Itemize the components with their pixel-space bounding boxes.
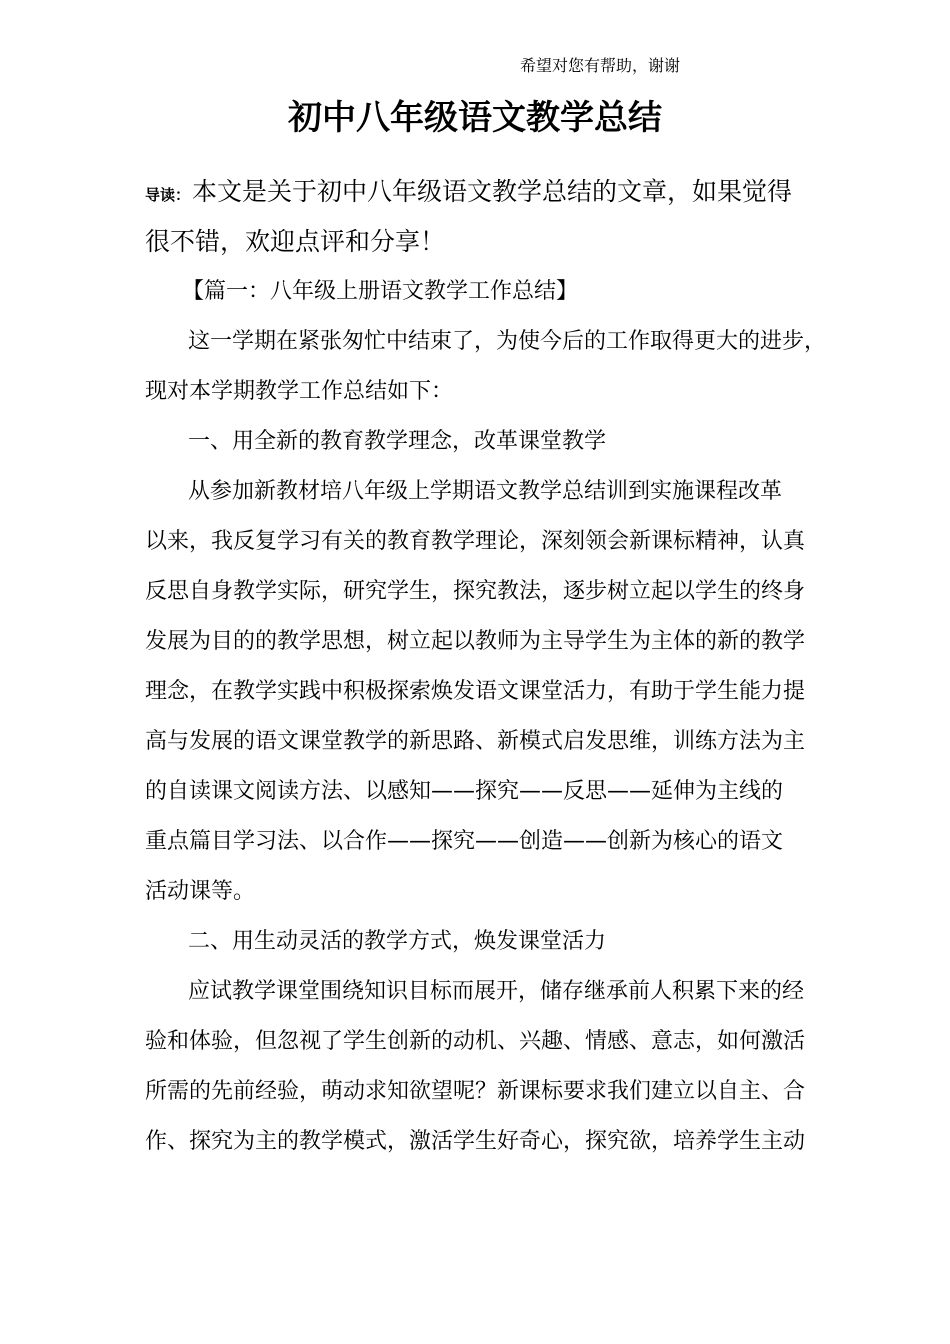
intro-text-1: 本文是关于初中八年级语文教学总结的文章，如果觉得 (192, 177, 793, 206)
section-heading: 【篇一：八年级上册语文教学工作总结】 (182, 279, 579, 304)
intro-line-1 (145, 176, 792, 211)
body-line: 高与发展的语文课堂教学的新思路、新模式启发思维，训练方法为主 (145, 729, 806, 754)
body-line: 从参加新教材培八年级上学期语文教学总结训到实施课程改革 (188, 479, 783, 504)
body-line: 重点篇目学习法、以合作——探究——创造——创新为核心的语文 (145, 829, 784, 854)
header-note: 希望对您有帮助，谢谢 (520, 56, 681, 75)
intro-label: 导读： (145, 186, 191, 204)
body-line: 的自读课文阅读方法、以感知——探究——反思——延伸为主线的 (145, 779, 784, 804)
body-line: 反思自身教学实际，研究学生，探究教法，逐步树立起以学生的终身 (145, 579, 806, 604)
body-line: 活动课等。 (145, 879, 256, 904)
body-line: 所需的先前经验，萌动求知欲望呢？新课标要求我们建立以自主、合 (145, 1079, 806, 1104)
subheading: 一、用全新的教育教学理念，改革课堂教学 (188, 429, 607, 454)
page-title: 初中八年级语文教学总结 (288, 98, 662, 138)
subheading: 二、用生动灵活的教学方式，焕发课堂活力 (188, 929, 607, 954)
body-line: 这一学期在紧张匆忙中结束了，为使今后的工作取得更大的进步， (188, 329, 827, 354)
body-line: 作、探究为主的教学模式，激活学生好奇心，探究欲，培养学生主动 (145, 1129, 806, 1154)
body-line: 以来，我反复学习有关的教育教学理论，深刻领会新课标精神，认真 (145, 529, 806, 554)
body-line: 应试教学课堂围绕知识目标而展开，储存继承前人积累下来的经 (188, 979, 805, 1004)
intro-line-2: 很不错，欢迎点评和分享！ (145, 227, 446, 256)
body-line: 验和体验，但忽视了学生创新的动机、兴趣、情感、意志，如何激活 (145, 1029, 806, 1054)
body-line: 现对本学期教学工作总结如下： (145, 379, 454, 404)
body-line: 理念，在教学实践中积极探索焕发语文课堂活力，有助于学生能力提 (145, 679, 806, 704)
body-line: 发展为目的的教学思想，树立起以教师为主导学生为主体的新的教学 (145, 629, 806, 654)
